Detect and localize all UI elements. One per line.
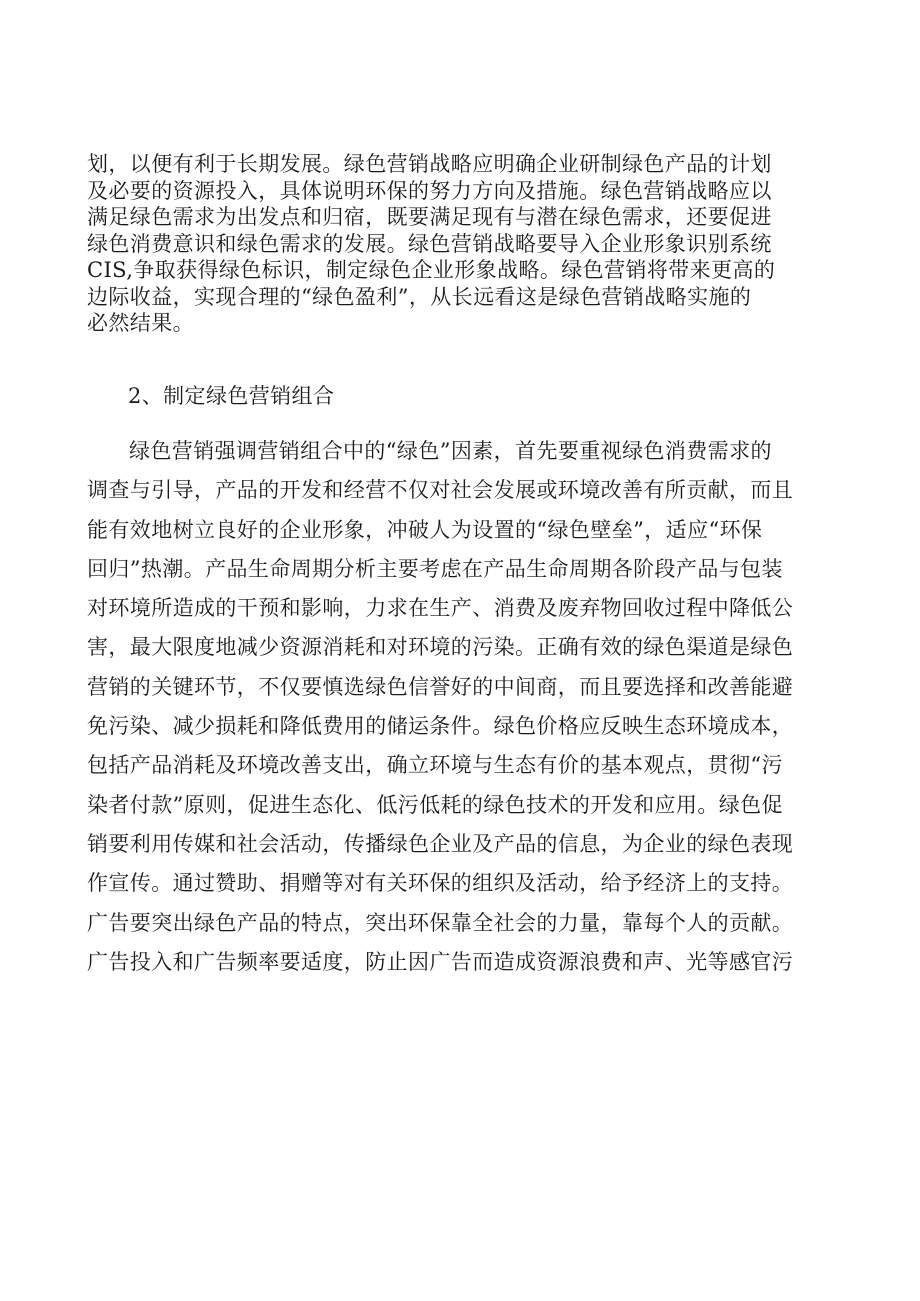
paragraph-2-line: 免污染、减少损耗和降低费用的储运条件。绿色价格应反映生态环境成本， (87, 714, 794, 739)
paragraph-1-line: 及必要的资源投入，具体说明环保的努力方向及措施。绿色营销战略应以 (87, 178, 772, 203)
paragraph-1-line: 划，以便有利于长期发展。绿色营销战略应明确企业研制绿色产品的计划 (87, 152, 772, 176)
paragraph-2-line: 作宣传。通过赞助、捐赠等对有关环保的组织及活动，给予经济上的支持。 (87, 871, 794, 896)
section-heading: 2、制定绿色营销组合 (128, 384, 335, 408)
paragraph-2-line: 调查与引导，产品的开发和经营不仅对社会发展或环境改善有所贡献，而且 (87, 478, 794, 503)
paragraph-1-line: 绿色消费意识和绿色需求的发展。绿色营销战略要导入企业形象识别系统 (87, 231, 772, 256)
paragraph-2-line: 包括产品消耗及环境改善支出，确立环境与生态有价的基本观点，贯彻“污 (87, 753, 783, 778)
paragraph-1-line: CIS,争取获得绿色标识，制定绿色企业形象战略。绿色营销将带来更高的 (87, 258, 776, 282)
paragraph-2-line: 广告要突出绿色产品的特点，突出环保靠全社会的力量，靠每个人的贡献。 (87, 910, 794, 935)
paragraph-2-line: 销要利用传媒和社会活动，传播绿色企业及产品的信息，为企业的绿色表现 (87, 831, 794, 856)
paragraph-2-line: 绿色营销强调营销组合中的“绿色”因素，首先要重视绿色消费需求的 (129, 439, 772, 463)
paragraph-2-line: 能有效地树立良好的企业形象，冲破人为设置的“绿色壁垒”，适应“环保 (87, 517, 763, 542)
paragraph-2-line: 害，最大限度地减少资源消耗和对环境的污染。正确有效的绿色渠道是绿色 (87, 635, 794, 660)
paragraph-1-line: 边际收益，实现合理的“绿色盈利”，从长远看这是绿色营销战略实施的 (87, 284, 752, 309)
paragraph-2-line: 对环境所造成的干预和影响，力求在生产、消费及废弃物回收过程中降低公 (87, 596, 794, 621)
paragraph-2-line: 营销的关键环节，不仅要慎选绿色信誉好的中间商，而且要选择和改善能避 (87, 674, 794, 699)
paragraph-2-line: 回归”热潮。产品生命周期分析主要考虑在产品生命周期各阶段产品与包装 (87, 556, 783, 581)
paragraph-2 (87, 432, 839, 982)
paragraph-2-line: 广告投入和广告频率要适度，防止因广告而造成资源浪费和声、光等感官污 (87, 949, 794, 974)
paragraph-2-line: 染者付款”原则，促进生态化、低污低耗的绿色技术的开发和应用。绿色促 (87, 792, 783, 817)
paragraph-1 (87, 151, 839, 337)
paragraph-1-line: 满足绿色需求为出发点和归宿，既要满足现有与潜在绿色需求，还要促进 (87, 205, 772, 229)
paragraph-1-line: 必然结果。 (87, 311, 194, 335)
